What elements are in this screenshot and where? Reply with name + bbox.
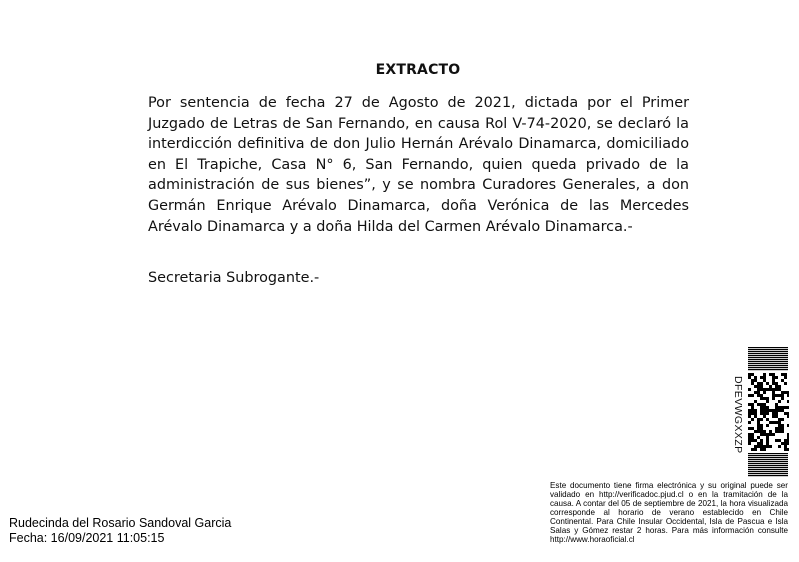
signer-name: Rudecinda del Rosario Sandoval Garcia — [9, 516, 232, 530]
electronic-signature-notice: Este documento tiene firma electrónica y su original puede ser validado en http://verificadoc.pjud.cl o en la tramitación de la causa. A contar del 05 de septiembre de 2021, la hora visualizada corresponde al horario de verano establecido en Chile Continental. Para Chile Insular Occidental, Isla de Pascua e Isla Salas y Gómez restar 2 horas. Para más información consulte http://www.horaoficial.cl — [550, 481, 788, 544]
extract-body: Por sentencia de fecha 27 de Agosto de 2021, dictada por el Primer Juzgado de Letras de San Fernando, en causa Rol V-74-2020, se declaró la interdicción definitiva de don Julio Hernán Arévalo Dinamarca, domiciliado en El Trapiche, Casa N° 6, San Fernando, quien queda privado de la administración de sus bienes”, y se nombra Curadores Generales, a don Germán Enrique Arévalo Dinamarca, doña Verónica de las Mercedes Arévalo Dinamarca y a doña Hilda del Carmen Arévalo Dinamarca.- — [148, 95, 689, 235]
signer-block — [9, 516, 231, 546]
verification-code: DFEVWGXXZP — [732, 376, 744, 454]
document-title: EXTRACTO — [375, 62, 461, 78]
signature-date: Fecha: 16/09/2021 11:05:15 — [9, 531, 165, 545]
signoff-line: Secretaria Subrogante.- — [148, 270, 320, 286]
